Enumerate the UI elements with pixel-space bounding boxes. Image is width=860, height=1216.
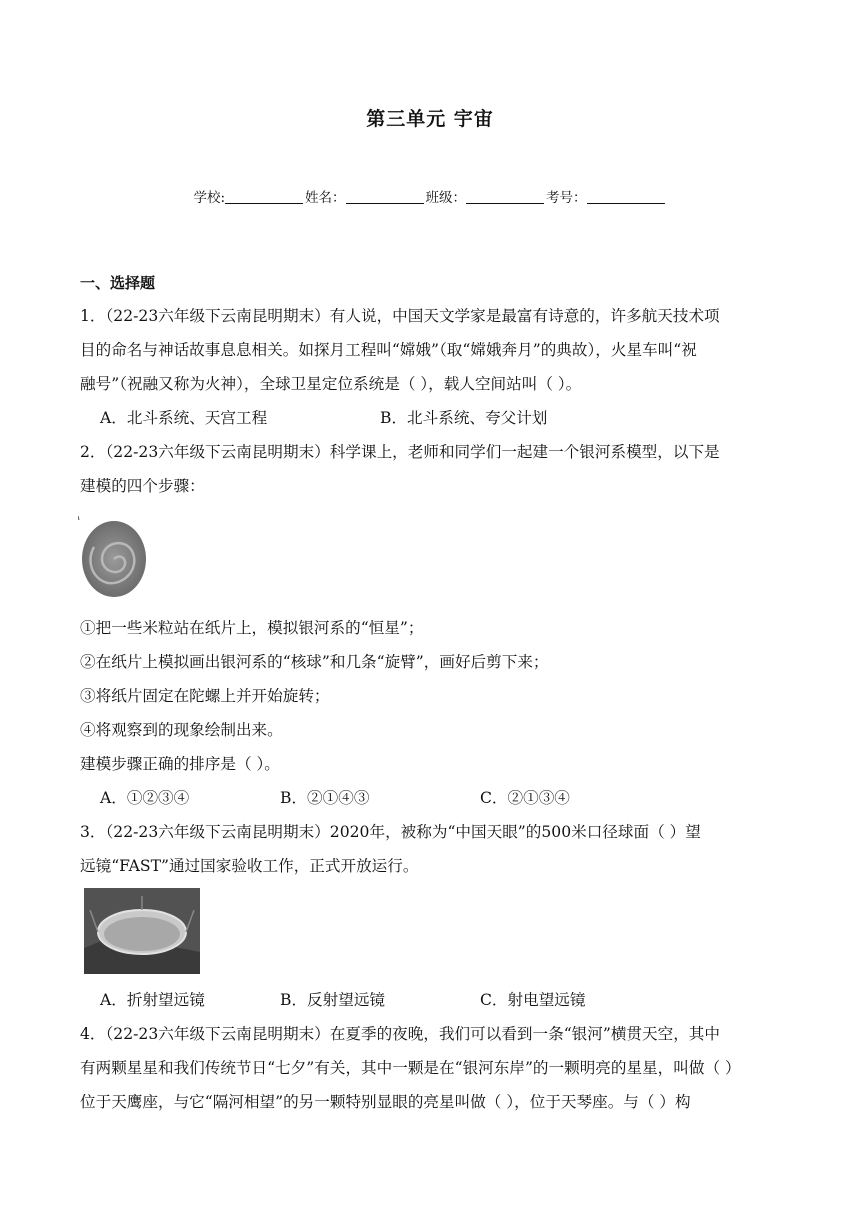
- q2-step-1: ①把一些米粒站在纸片上，模拟银河系的“恒星”；: [80, 619, 424, 637]
- q3-option-a: A．折射望远镜: [100, 991, 205, 1009]
- q2-option-a: A．①②③④: [100, 789, 190, 807]
- q2-step-4: ④将观察到的现象绘制出来。: [80, 721, 283, 739]
- q2-line-2: 建模的四个步骤：: [80, 477, 205, 495]
- class-blank: [466, 191, 544, 204]
- q2-step-3: ③将纸片固定在陀螺上并开始旋转；: [80, 687, 330, 705]
- q1-option-b: B．北斗系统、夸父计划: [380, 409, 548, 427]
- student-info-line: [0, 186, 860, 206]
- q1-line-1: 1．（22-23六年级下云南昆明期末）有人说，中国天文学家是最富有诗意的，许多航天技术项: [80, 307, 720, 325]
- fast-telescope-image: [84, 888, 200, 974]
- exam-number-blank: [587, 191, 665, 204]
- class-label: 班级：: [425, 190, 467, 206]
- q3-line-1: 3．（22-23六年级下云南昆明期末）2020年，被称为“中国天眼”的500米口径球面（ ）望: [80, 823, 701, 841]
- q4-line-2: 有两颗星星和我们传统节日“七夕”有关，其中一颗是在“银河东岸”的一颗明亮的星星，叫做（ ）: [80, 1059, 741, 1077]
- q2-stem: 建模步骤正确的排序是（ ）。: [80, 755, 280, 773]
- q4-line-3: 位于天鹰座，与它“隔河相望”的另一颗特别显眼的亮星叫做（ ），位于天琴座。与（ ）构: [80, 1093, 691, 1111]
- q1-line-3: 融号”（祝融又称为火神），全球卫星定位系统是（ ），载人空间站叫（ ）。: [80, 375, 582, 393]
- q2-line-1: 2．（22-23六年级下云南昆明期末）科学课上，老师和同学们一起建一个银河系模型，以下是: [80, 443, 720, 461]
- section-heading: 一、选择题: [80, 274, 156, 292]
- exam-number-label: 考号：: [546, 190, 587, 206]
- q3-option-b: B．反射望远镜: [280, 991, 386, 1009]
- q1-line-2: 目的命名与神话故事息息相关。如探月工程叫“嫦娥”（取“嫦娥奔月”的典故），火星车叫“祝: [80, 341, 697, 359]
- q3-line-2: 远镜“FAST”通过国家验收工作，正式开放运行。: [80, 857, 419, 875]
- school-blank: [225, 191, 303, 204]
- q3-option-c: C．射电望远镜: [480, 991, 586, 1009]
- q2-option-b: B．②①④③: [280, 789, 370, 807]
- name-blank: [346, 191, 424, 204]
- galaxy-model-image: [78, 513, 150, 601]
- page-title: 第三单元 宇宙: [366, 108, 494, 130]
- q2-option-c: C．②①③④: [480, 789, 570, 807]
- q1-option-a: A．北斗系统、天宫工程: [100, 409, 268, 427]
- q2-step-2: ②在纸片上模拟画出银河系的“核球”和几条“旋臂”，画好后剪下来；: [80, 653, 549, 671]
- q4-line-1: 4．（22-23六年级下云南昆明期末）在夏季的夜晚，我们可以看到一条“银河”横贯天空，其中: [80, 1025, 720, 1043]
- name-label: 姓名：: [305, 190, 346, 206]
- school-label: 学校:: [193, 190, 226, 206]
